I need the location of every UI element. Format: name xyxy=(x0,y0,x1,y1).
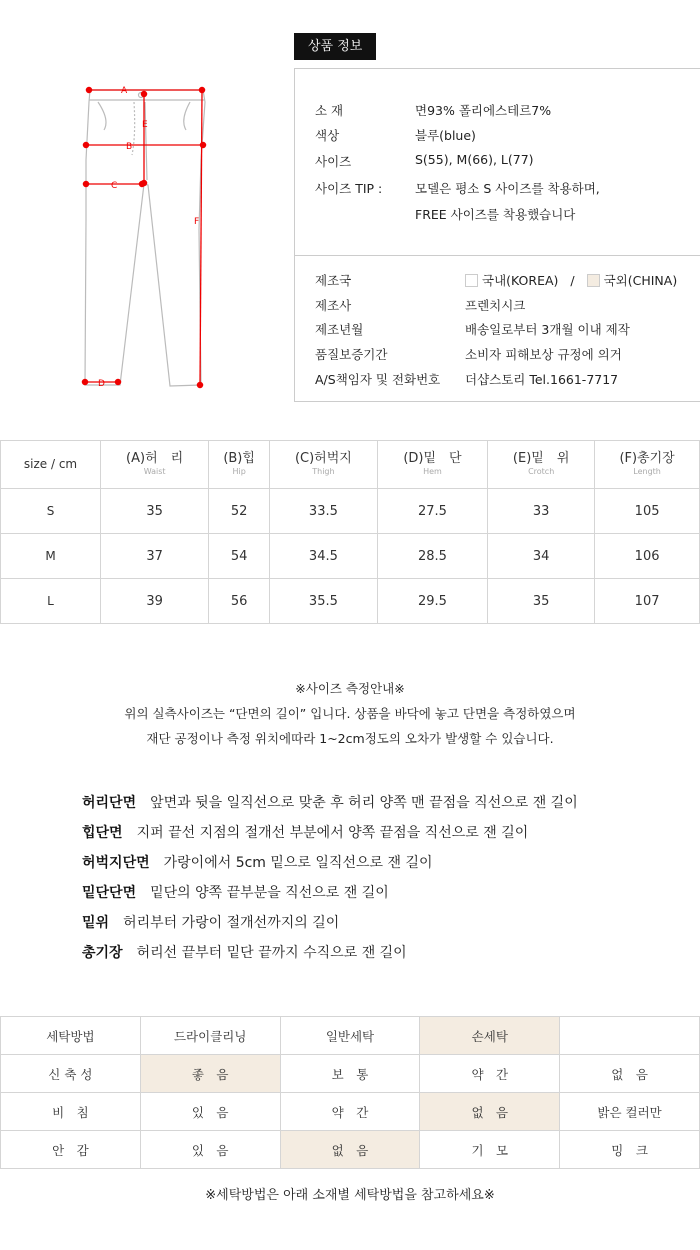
definition-item xyxy=(82,940,578,970)
cell: 105 xyxy=(595,489,700,534)
definition-term: 힙단면 xyxy=(82,825,123,841)
label-e: E xyxy=(142,120,148,130)
measure-lines xyxy=(82,87,205,387)
cell: 56 xyxy=(209,579,270,624)
notes-line1: 위의 실측사이즈는 “단면의 길이” 입니다. 상품을 바닥에 놓고 단면을 측정하였으며 xyxy=(124,706,576,721)
size-tip-value-line1: 모델은 평소 S 사이즈를 착용하며, xyxy=(415,181,600,196)
wash-cell: 밍 크 xyxy=(560,1131,700,1169)
wash-row-label: 비 침 xyxy=(1,1093,141,1131)
wash-cell: 기 모 xyxy=(420,1131,560,1169)
cell: 35 xyxy=(488,579,595,624)
wash-cell: 있 음 xyxy=(140,1093,280,1131)
cell: 34.5 xyxy=(270,534,378,579)
col-thigh xyxy=(270,441,378,489)
label-b: B xyxy=(126,142,133,152)
wash-cell: 일반세탁 xyxy=(280,1017,420,1055)
definition-desc: 지퍼 끝선 지점의 절개선 부분에서 양쪽 끝점을 직선으로 잰 길이 xyxy=(136,825,529,841)
definition-item xyxy=(82,880,578,910)
size-table-header xyxy=(1,441,700,489)
product-info-box xyxy=(294,68,700,256)
cell: 37 xyxy=(101,534,209,579)
wash-cell: 좋 음 xyxy=(140,1055,280,1093)
measure-labels xyxy=(98,86,199,389)
wash-cell: 없 음 xyxy=(420,1093,560,1131)
label-d: D xyxy=(98,379,105,389)
pants-measurement-diagram xyxy=(70,80,220,400)
wash-cell: 손세탁 xyxy=(420,1017,560,1055)
col-label: (C)허벅지 xyxy=(294,450,352,466)
origin-separator: / xyxy=(570,273,575,288)
origin-domestic: 국내(KOREA) xyxy=(482,273,559,288)
maker-key: 제조사 xyxy=(315,298,352,313)
warranty-value: 소비자 피해보상 규정에 의거 xyxy=(465,347,622,362)
material-value: 면93% 폴리에스테르7% xyxy=(415,103,552,118)
wash-cell: 있 음 xyxy=(140,1131,280,1169)
cell: 34 xyxy=(488,534,595,579)
definition-item xyxy=(82,790,578,820)
material-key: 소 재 xyxy=(315,103,344,118)
maker-value: 프렌치시크 xyxy=(465,298,526,313)
wash-row-label: 안 감 xyxy=(1,1131,141,1169)
cell: 52 xyxy=(209,489,270,534)
col-hem xyxy=(377,441,487,489)
definition-desc: 허리선 끝부터 밑단 끝까지 수직으로 잰 길이 xyxy=(136,945,407,961)
col-label: (A)허 리 xyxy=(126,450,184,466)
size-value: S(55), M(66), L(77) xyxy=(415,152,534,167)
size-key: 사이즈 xyxy=(315,154,352,169)
definition-desc: 허리부터 가랑이 절개선까지의 길이 xyxy=(123,915,340,931)
origin-foreign: 국외(CHINA) xyxy=(603,273,678,288)
origin-value xyxy=(465,271,677,289)
wash-cell: 보 통 xyxy=(280,1055,420,1093)
label-f: F xyxy=(194,217,200,227)
col-sub: Length xyxy=(633,467,661,477)
pants-outline xyxy=(85,90,205,386)
wash-note: ※세탁방법은 아래 소재별 세탁방법을 참고하세요※ xyxy=(205,1188,495,1203)
cell: 27.5 xyxy=(377,489,487,534)
size-table xyxy=(0,440,700,624)
wash-cell: 없 음 xyxy=(280,1131,420,1169)
origin-key: 제조국 xyxy=(315,273,352,288)
row-size: S xyxy=(1,489,101,534)
cell: 35.5 xyxy=(270,579,378,624)
col-sub: Hip xyxy=(232,467,246,477)
col-sub: Hem xyxy=(423,467,442,477)
row-size: L xyxy=(1,579,101,624)
table-row xyxy=(1,534,700,579)
definition-term: 허리단면 xyxy=(82,795,137,811)
col-crotch xyxy=(488,441,595,489)
warranty-key: 품질보증기간 xyxy=(315,347,388,362)
cell: 33 xyxy=(488,489,595,534)
cell: 106 xyxy=(595,534,700,579)
cell: 29.5 xyxy=(377,579,487,624)
size-corner: size / cm xyxy=(1,441,101,489)
cell: 28.5 xyxy=(377,534,487,579)
definition-term: 허벅지단면 xyxy=(82,855,150,871)
cell: 107 xyxy=(595,579,700,624)
wash-cell xyxy=(560,1017,700,1055)
product-info-title: 상품 정보 xyxy=(294,33,376,60)
col-length xyxy=(595,441,700,489)
definition-term: 총기장 xyxy=(82,945,123,961)
wash-row xyxy=(1,1055,700,1093)
wash-cell: 드라이클리닝 xyxy=(140,1017,280,1055)
measure-definitions xyxy=(82,790,578,970)
wash-row xyxy=(1,1131,700,1169)
table-row xyxy=(1,579,700,624)
col-waist xyxy=(101,441,209,489)
label-c: C xyxy=(111,181,118,191)
cell: 33.5 xyxy=(270,489,378,534)
pants-diagram-svg xyxy=(70,80,220,400)
foreign-checkbox xyxy=(587,274,600,287)
definition-item xyxy=(82,910,578,940)
wash-row xyxy=(1,1017,700,1055)
as-value: 더샵스토리 Tel.1661-7717 xyxy=(465,372,619,387)
col-label: (B)힙 xyxy=(223,450,255,466)
wash-table xyxy=(0,1016,700,1169)
definition-term: 밑위 xyxy=(82,915,110,931)
definition-item xyxy=(82,820,578,850)
wash-cell: 없 음 xyxy=(560,1055,700,1093)
definition-desc: 앞면과 뒷을 일직선으로 맞춘 후 허리 양쪽 맨 끝점을 직선으로 잰 길이 xyxy=(150,795,578,811)
col-label: (E)밑 위 xyxy=(512,450,570,466)
domestic-checkbox xyxy=(465,274,478,287)
col-label: (D)밑 단 xyxy=(403,450,462,466)
definition-item xyxy=(82,850,578,880)
wash-row xyxy=(1,1093,700,1131)
row-size: M xyxy=(1,534,101,579)
cell: 35 xyxy=(101,489,209,534)
definition-term: 밑단단면 xyxy=(82,885,137,901)
definition-desc: 가랑이에서 5cm 밑으로 일직선으로 잰 길이 xyxy=(163,855,433,871)
wash-row-label: 신 축 성 xyxy=(1,1055,141,1093)
col-label: (F)총기장 xyxy=(619,450,675,466)
size-tip-value-line2: FREE 사이즈를 착용했습니다 xyxy=(415,207,576,222)
col-sub: Waist xyxy=(143,467,166,477)
color-value: 블루(blue) xyxy=(415,128,476,143)
size-tip-key: 사이즈 TIP : xyxy=(315,181,383,196)
wash-row-label: 세탁방법 xyxy=(1,1017,141,1055)
date-value: 배송일로부터 3개월 이내 제작 xyxy=(465,322,630,337)
col-sub: Thigh xyxy=(312,467,335,477)
table-row xyxy=(1,489,700,534)
manufacturer-info-box xyxy=(294,256,700,402)
wash-cell: 약 간 xyxy=(420,1055,560,1093)
as-key: A/S책임자 및 전화번호 xyxy=(315,372,441,387)
date-key: 제조년월 xyxy=(315,322,364,337)
col-hip xyxy=(209,441,270,489)
notes-line2: 재단 공정이나 측정 위치에따라 1~2cm정도의 오차가 발생할 수 있습니다. xyxy=(146,731,554,746)
cell: 39 xyxy=(101,579,209,624)
col-sub: Crotch xyxy=(528,467,555,477)
wash-cell: 밝은 컬러만 xyxy=(560,1093,700,1131)
wash-cell: 약 간 xyxy=(280,1093,420,1131)
cell: 54 xyxy=(209,534,270,579)
measure-notes xyxy=(0,676,700,751)
definition-desc: 밑단의 양쪽 끝부분을 직선으로 잰 길이 xyxy=(150,885,389,901)
color-key: 색상 xyxy=(315,128,340,143)
label-a: A xyxy=(121,86,128,96)
notes-title: ※사이즈 측정안내※ xyxy=(295,681,405,696)
